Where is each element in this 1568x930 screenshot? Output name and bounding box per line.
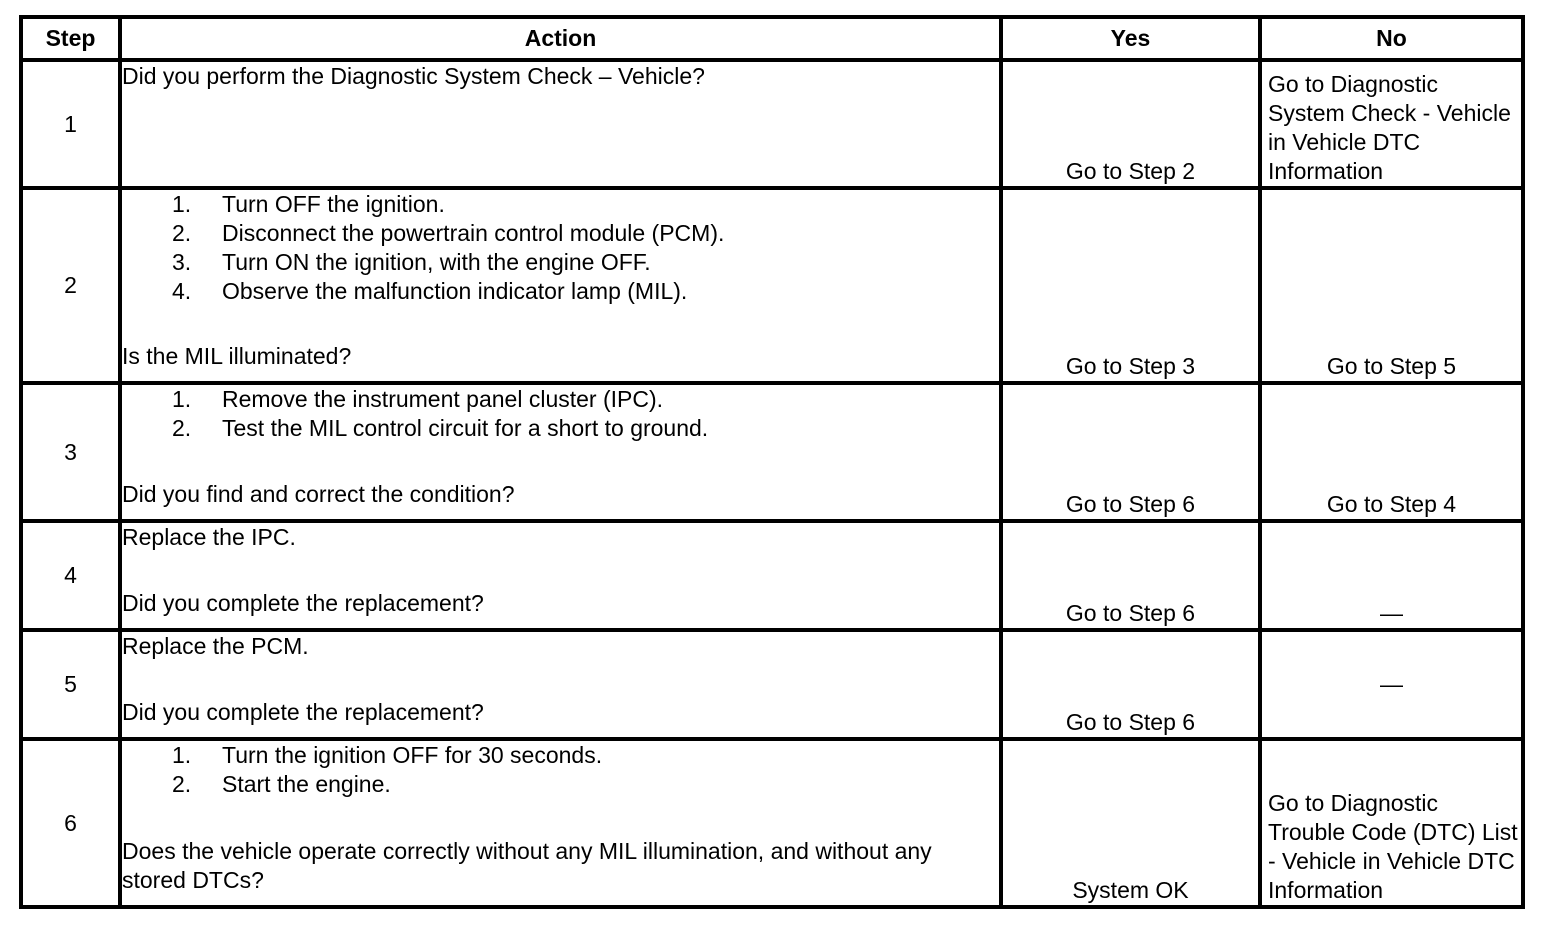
table-row (21, 739, 1523, 907)
list-item (122, 219, 999, 248)
header-yes: Yes (1001, 17, 1260, 60)
header-action: Action (120, 17, 1001, 60)
list-item-text: Turn the ignition OFF for 30 seconds. (222, 742, 603, 768)
list-item-number: 1. (172, 386, 192, 412)
list-item (122, 741, 999, 770)
action-cell (120, 521, 1001, 630)
action-question: Did you perform the Diagnostic System Check – Vehicle? (122, 63, 705, 89)
list-item (122, 385, 999, 414)
header-step: Step (21, 17, 120, 60)
no-cell: Go to Diagnostic Trouble Code (DTC) List - Vehicle in Vehicle DTC Information (1260, 739, 1523, 907)
list-item-number: 2. (172, 415, 192, 441)
list-item-text: Remove the instrument panel cluster (IPC). (222, 386, 664, 412)
action-cell (120, 739, 1001, 907)
yes-cell: System OK (1001, 739, 1260, 907)
step-number: 2 (21, 188, 120, 383)
diagnostic-table (19, 15, 1525, 909)
list-item-text: Disconnect the powertrain control module (PCM). (222, 220, 725, 246)
yes-cell: Go to Step 2 (1001, 60, 1260, 188)
table-row (21, 188, 1523, 383)
list-item (122, 770, 999, 799)
table-row (21, 383, 1523, 521)
action-cell (120, 383, 1001, 521)
list-item-text: Start the engine. (222, 771, 391, 797)
list-item (122, 414, 999, 443)
step-number: 1 (21, 60, 120, 188)
action-question: Is the MIL illuminated? (122, 343, 352, 369)
list-item-number: 2. (172, 771, 192, 797)
list-item (122, 277, 999, 306)
list-item (122, 248, 999, 277)
action-instruction: Replace the PCM. (122, 633, 309, 659)
header-no: No (1260, 17, 1523, 60)
action-question: Did you complete the replacement? (122, 590, 484, 616)
action-steps-list (122, 741, 999, 799)
action-instruction: Replace the IPC. (122, 524, 296, 550)
list-item-number: 2. (172, 220, 192, 246)
action-question: Did you complete the replacement? (122, 699, 484, 725)
list-item (122, 190, 999, 219)
yes-cell: Go to Step 6 (1001, 383, 1260, 521)
yes-cell: Go to Step 3 (1001, 188, 1260, 383)
action-cell (120, 60, 1001, 188)
action-question: Did you find and correct the condition? (122, 481, 515, 507)
list-item-text: Test the MIL control circuit for a short to ground. (222, 415, 709, 441)
list-item-number: 3. (172, 249, 192, 275)
list-item-text: Turn ON the ignition, with the engine OFF. (222, 249, 651, 275)
header-row (21, 17, 1523, 60)
list-item-number: 4. (172, 278, 192, 304)
list-item-number: 1. (172, 191, 192, 217)
action-cell (120, 188, 1001, 383)
action-steps-list (122, 385, 999, 443)
no-cell: — (1260, 521, 1523, 630)
step-number: 3 (21, 383, 120, 521)
list-item-text: Observe the malfunction indicator lamp (MIL). (222, 278, 688, 304)
yes-cell: Go to Step 6 (1001, 521, 1260, 630)
table-row (21, 60, 1523, 188)
no-cell: Go to Step 5 (1260, 188, 1523, 383)
list-item-text: Turn OFF the ignition. (222, 191, 445, 217)
yes-cell: Go to Step 6 (1001, 630, 1260, 739)
action-question: Does the vehicle operate correctly without any MIL illumination, and without any stored DTCs? (122, 838, 932, 893)
no-cell: — (1260, 630, 1523, 739)
step-number: 6 (21, 739, 120, 907)
table-row (21, 630, 1523, 739)
no-cell: Go to Diagnostic System Check - Vehicle in Vehicle DTC Information (1260, 60, 1523, 188)
action-cell (120, 630, 1001, 739)
step-number: 4 (21, 521, 120, 630)
action-steps-list (122, 190, 999, 306)
no-cell: Go to Step 4 (1260, 383, 1523, 521)
step-number: 5 (21, 630, 120, 739)
list-item-number: 1. (172, 742, 192, 768)
table-row (21, 521, 1523, 630)
